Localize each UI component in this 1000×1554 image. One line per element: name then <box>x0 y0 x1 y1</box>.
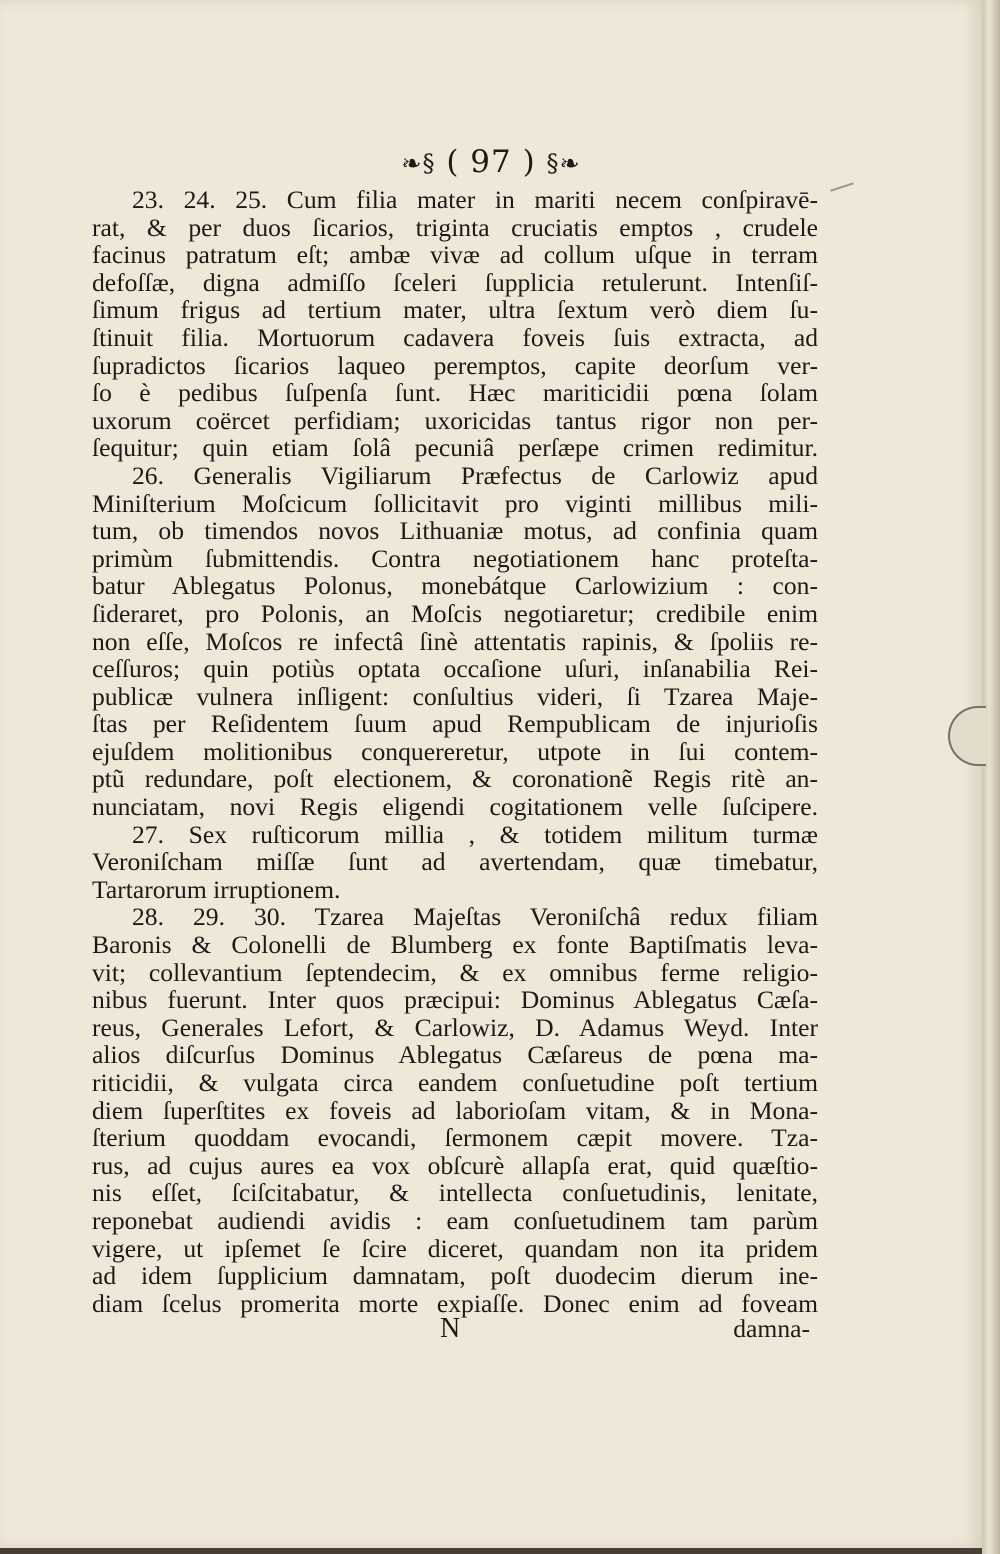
text-line: ſideraret, pro Polonis, an Moſcis negotiaretur; credibile enim <box>92 598 818 628</box>
text-line: ſequitur; quin etiam ſolâ pecuniâ perſæpe crimen redimitur. <box>92 433 818 463</box>
text-line: Baronis & Colonelli de Blumberg ex fonte Baptiſmatis leva- <box>92 930 818 960</box>
page-fore-edge <box>982 0 1000 1554</box>
catchword: damna- <box>733 1314 810 1344</box>
text-line: defoſſæ, digna admiſſo ſceleri ſupplicia retulerunt. Intenſiſ- <box>92 267 818 297</box>
text-line: ſtas per Reſidentem ſuum apud Rempublicam de injurioſis <box>92 709 818 739</box>
text-line: ſterium quoddam evocandi, ſermonem cæpit movere. Tza- <box>92 1123 818 1153</box>
text-line: 28. 29. 30. Tzarea Majeſtas Veroniſchâ redux filiam <box>132 902 818 932</box>
body-text <box>92 186 818 1345</box>
text-line: Tartarorum irruptionem. <box>92 874 341 904</box>
text-line: 26. Generalis Vigiliarum Præfectus de Carlowiz apud <box>132 460 818 490</box>
text-line: uxorum coërcet perfidiam; uxoricidas tantus rigor non per- <box>92 405 818 435</box>
text-line: ad idem ſupplicium damnatam, poſt duodecim dierum ine- <box>92 1261 818 1291</box>
text-line: facinus patratum eſt; ambæ vivæ ad collum uſque in terram <box>92 240 818 270</box>
margin-pencil-mark <box>830 182 853 191</box>
text-line: vit; collevantium ſeptendecim, & ex omnibus ferme religio- <box>92 957 818 987</box>
text-line: rat, & per duos ſicarios, triginta cruciatis emptos , crudele <box>92 212 818 242</box>
text-line: Miniſterium Moſcicum ſollicitavit pro viginti millibus mili- <box>92 488 818 518</box>
page-header <box>0 144 982 180</box>
text-line: 23. 24. 25. Cum filia mater in mariti necem conſpiravē- <box>132 185 818 214</box>
text-line: non eſſe, Moſcos re infectâ ſinè attentatis rapinis, & ſpoliis re- <box>92 626 818 656</box>
text-line: 27. Sex ruſticorum millia , & totidem militum turmæ <box>132 819 818 849</box>
text-line: primùm ſubmittendis. Contra negotiationem hanc proteſta- <box>92 543 818 573</box>
text-line: Veroniſcham miſſæ ſunt ad avertendam, quæ timebatur, <box>92 847 818 877</box>
text-line: diam ſcelus promerita morte expiaſſe. Donec enim ad foveam <box>92 1288 818 1318</box>
ornament-left-icon: ❧§ <box>401 149 436 178</box>
text-line: rus, ad cujus aures ea vox obſcurè allapſa erat, quid quæſtio- <box>92 1150 818 1180</box>
text-line: publicæ vulnera inſligent: conſultius videri, ſi Tzarea Maje- <box>92 681 818 711</box>
text-line: batur Ablegatus Polonus, monebátque Carlowizium : con- <box>92 571 818 601</box>
text-line: nis eſſet, ſciſcitabatur, & intellecta conſuetudinis, lenitate, <box>92 1178 818 1208</box>
text-line: nibus fuerunt. Inter quos præcipui: Dominus Ablegatus Cæſa- <box>92 985 818 1015</box>
page-number: ( 97 ) <box>446 144 536 180</box>
text-line: ejuſdem molitionibus conquereretur, utpote in ſui contem- <box>92 736 818 766</box>
text-line: ſimum frigus ad tertium mater, ultra ſextum verò diem ſu- <box>92 295 818 325</box>
text-line: vigere, ut ipſemet ſe ſcire diceret, quandam non ita pridem <box>92 1233 818 1263</box>
text-line: riticidii, & vulgata circa eandem conſuetudine poſt tertium <box>92 1068 818 1097</box>
text-line: ſupradictos ſicarios laqueo peremptos, capite deorſum ver- <box>92 350 818 380</box>
page-footer <box>92 1315 818 1345</box>
signature-mark: N <box>440 1313 461 1345</box>
text-line: ſo è pedibus ſuſpenſa ſunt. Hæc mariticidii pœna ſolam <box>92 378 818 408</box>
text-line: alios diſcurſus Dominus Ablegatus Cæſareus de pœna ma- <box>92 1040 818 1070</box>
ornament-right-icon: §❧ <box>546 149 581 178</box>
text-line: diem ſuperſtites ex foveis ad laborioſam vitam, & in Mona- <box>92 1095 818 1125</box>
text-line: reus, Generales Lefort, & Carlowiz, D. Adamus Weyd. Inter <box>92 1012 818 1042</box>
text-line: tum, ob timendos novos Lithuaniæ motus, ad confinia quam <box>92 516 818 546</box>
text-line: nunciatam, novi Regis eligendi cogitationem velle ſuſcipere. <box>92 792 818 822</box>
text-line: ſtinuit filia. Mortuorum cadavera foveis ſuis extracta, ad <box>92 322 818 352</box>
text-line: ceſſuros; quin potiùs optata occaſione uſuri, inſanabilia Rei- <box>92 654 818 684</box>
text-line: ptũ redundare, poſt electionem, & coronationẽ Regis ritè an- <box>92 764 818 794</box>
text-line: reponebat audiendi avidis : eam conſuetudinem tam parùm <box>92 1205 818 1235</box>
